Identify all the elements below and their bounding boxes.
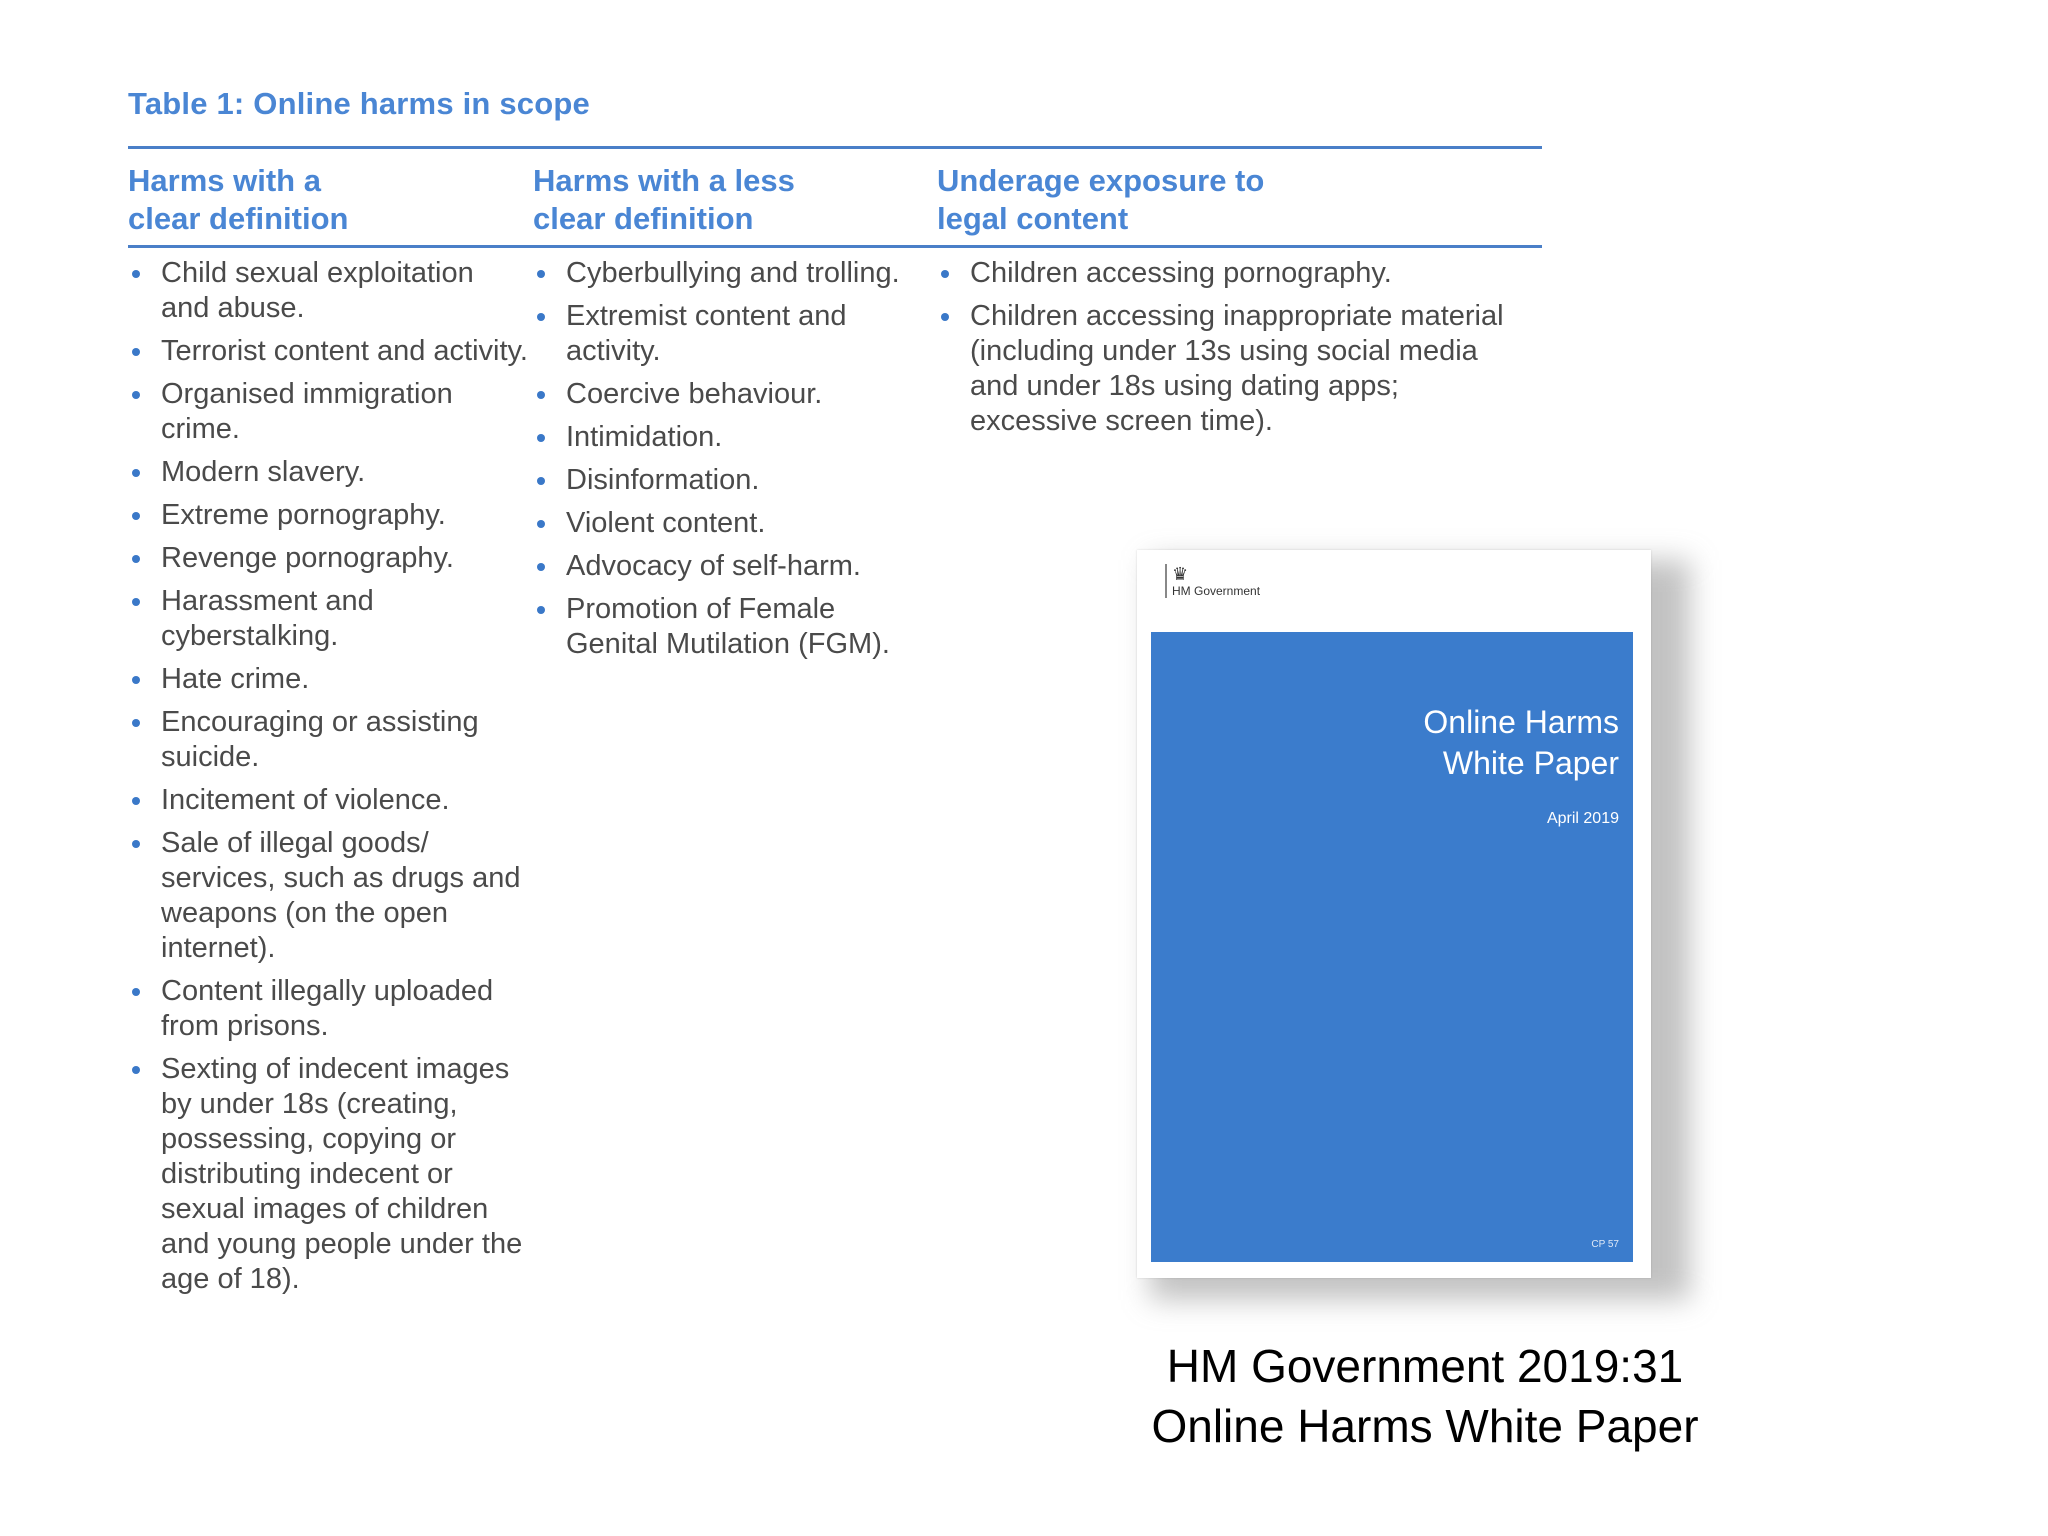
- column-heading-line: Harms with a less: [533, 163, 795, 198]
- list-item: Violent content.: [533, 506, 933, 541]
- bullet-icon: [132, 598, 140, 606]
- cover-code: CP 57: [1591, 1239, 1619, 1250]
- bullet-icon: [132, 988, 140, 996]
- list-item: Coercive behaviour.: [533, 377, 933, 412]
- bullet-icon: [537, 520, 545, 528]
- bullet-icon: [132, 797, 140, 805]
- list-item: Content illegally uploaded from prisons.: [128, 974, 528, 1044]
- list-item: Terrorist content and activity.: [128, 334, 528, 369]
- list-item: Encouraging or assisting suicide.: [128, 705, 528, 775]
- table-title: Table 1: Online harms in scope: [128, 86, 590, 121]
- list-item: Child sexual exploitation and abuse.: [128, 256, 528, 326]
- underage-exposure-list: [937, 256, 1517, 447]
- bullet-icon: [537, 477, 545, 485]
- hm-government-logo: [1165, 564, 1260, 598]
- bullet-icon: [132, 1066, 140, 1074]
- table-top-rule: [128, 146, 1542, 149]
- cover-panel: [1151, 632, 1633, 1262]
- bullet-icon: [537, 434, 545, 442]
- list-item: Intimidation.: [533, 420, 933, 455]
- list-item: Extreme pornography.: [128, 498, 528, 533]
- list-item: Sexting of indecent images by under 18s (creating, possessing, copying or distributing indecent or sexual images of children and young people under the age of 18).: [128, 1052, 528, 1297]
- bullet-icon: [537, 313, 545, 321]
- bullet-icon: [537, 563, 545, 571]
- bullet-icon: [132, 676, 140, 684]
- bullet-icon: [132, 391, 140, 399]
- figure-caption: [1080, 1336, 1770, 1456]
- less-clear-definition-list: [533, 256, 933, 670]
- bullet-icon: [132, 555, 140, 563]
- column-heading-line: Harms with a: [128, 163, 321, 198]
- column-heading-line: Underage exposure to: [937, 163, 1265, 198]
- publisher-name: HM Government: [1172, 584, 1261, 598]
- bullet-icon: [132, 512, 140, 520]
- clear-definition-list: [128, 256, 528, 1305]
- bullet-icon: [132, 348, 140, 356]
- cover-title-line: White Paper: [1442, 745, 1619, 781]
- cover-title-line: Online Harms: [1423, 704, 1619, 740]
- column-heading-line: legal content: [937, 201, 1129, 236]
- column-heading-clear-definition: [128, 162, 528, 238]
- list-item: Organised immigration crime.: [128, 377, 528, 447]
- list-item: Disinformation.: [533, 463, 933, 498]
- column-heading-line: clear definition: [128, 201, 349, 236]
- bullet-icon: [537, 270, 545, 278]
- cover-date: April 2019: [1546, 810, 1619, 827]
- list-item: Cyberbullying and trolling.: [533, 256, 933, 291]
- list-item: Promotion of Female Genital Mutilation (FGM).: [533, 592, 933, 662]
- list-item: Children accessing pornography.: [937, 256, 1517, 291]
- table-header-rule: [128, 245, 1542, 248]
- list-item: Modern slavery.: [128, 455, 528, 490]
- list-item: Hate crime.: [128, 662, 528, 697]
- column-heading-less-clear-definition: [533, 162, 933, 238]
- royal-crest-icon: ♛: [1172, 564, 1189, 584]
- column-heading-underage-exposure: [937, 162, 1517, 238]
- list-item: Extremist content and activity.: [533, 299, 933, 369]
- list-item: Sale of illegal goods/ services, such as drugs and weapons (on the open internet).: [128, 826, 528, 966]
- list-item: Harassment and cyberstalking.: [128, 584, 528, 654]
- caption-line: HM Government 2019:31: [1166, 1340, 1684, 1392]
- bullet-icon: [132, 719, 140, 727]
- bullet-icon: [132, 469, 140, 477]
- caption-line: Online Harms White Paper: [1151, 1400, 1699, 1452]
- bullet-icon: [132, 270, 140, 278]
- column-heading-line: clear definition: [533, 201, 754, 236]
- cover-title: [1319, 702, 1619, 784]
- list-item: Advocacy of self-harm.: [533, 549, 933, 584]
- list-item: Children accessing inappropriate material (including under 13s using social media and under 18s using dating apps; excessive screen time).: [937, 299, 1517, 439]
- bullet-icon: [537, 391, 545, 399]
- bullet-icon: [132, 840, 140, 848]
- list-item: Revenge pornography.: [128, 541, 528, 576]
- bullet-icon: [941, 313, 949, 321]
- white-paper-cover: [1137, 550, 1651, 1278]
- bullet-icon: [537, 606, 545, 614]
- list-item: Incitement of violence.: [128, 783, 528, 818]
- bullet-icon: [941, 270, 949, 278]
